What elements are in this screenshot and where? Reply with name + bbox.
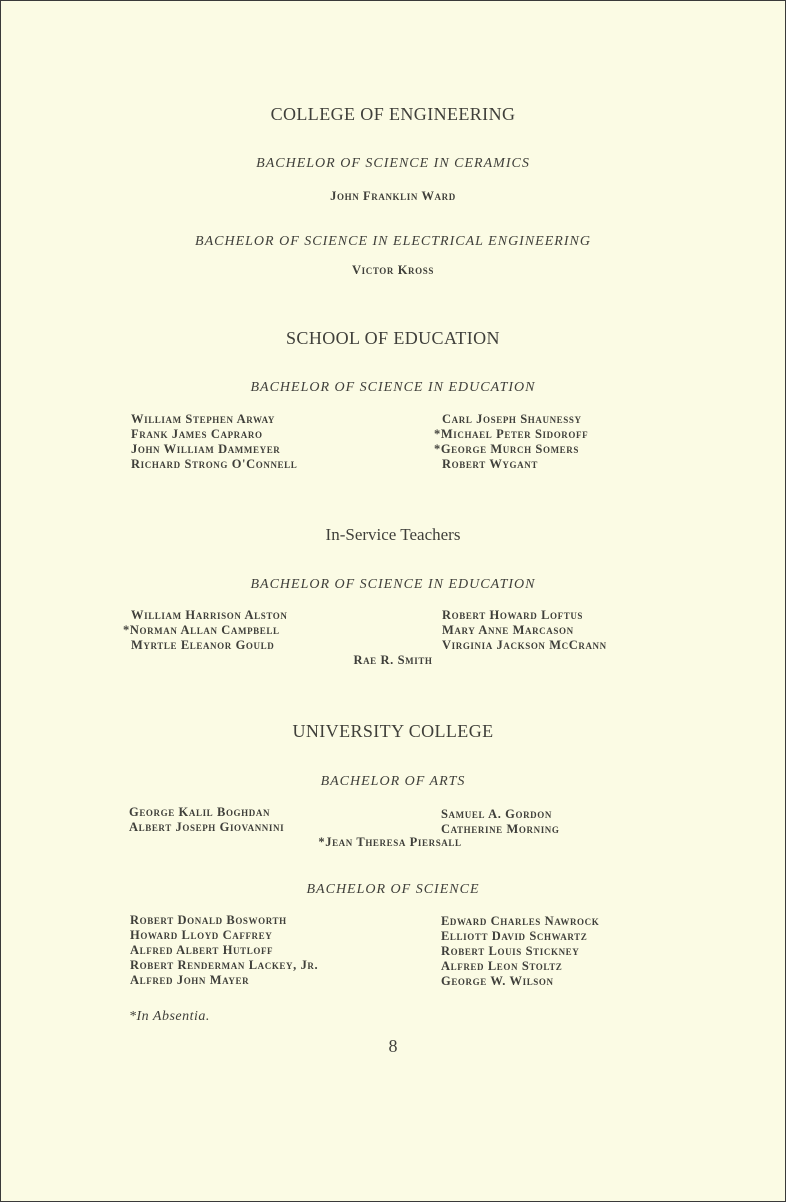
- page-number: 8: [388, 1036, 398, 1056]
- university-heading: UNIVERSITY COLLEGE: [292, 721, 494, 741]
- engineering-heading: COLLEGE OF ENGINEERING: [270, 104, 516, 124]
- graduate-name: John William Dammeyer: [131, 442, 281, 456]
- inservice-center-name: Rae R. Smith: [353, 653, 433, 667]
- graduate-name: Elliott David Schwartz: [441, 929, 588, 943]
- graduate-name: William Stephen Arway: [131, 412, 276, 426]
- graduate-name: Samuel A. Gordon: [441, 807, 552, 821]
- education-heading: SCHOOL OF EDUCATION: [286, 328, 500, 348]
- graduate-name: Carl Joseph Shaunessy: [442, 412, 582, 426]
- graduate-name: Virginia Jackson McCrann: [442, 638, 607, 652]
- graduate-name: Robert Howard Loftus: [442, 608, 584, 622]
- science-right-column: [441, 914, 599, 989]
- graduate-name: Robert Louis Stickney: [441, 944, 580, 958]
- education-right-column: [434, 412, 588, 472]
- graduate-name: Alfred Leon Stoltz: [441, 959, 563, 973]
- graduate-name: George W. Wilson: [441, 974, 554, 988]
- graduate-name: *George Murch Somers: [434, 442, 579, 456]
- graduate-name: Frank James Capraro: [131, 427, 263, 441]
- graduate-name: George Kalil Boghdan: [129, 805, 271, 819]
- ceramics-degree-heading: BACHELOR OF SCIENCE IN CERAMICS: [256, 156, 530, 171]
- graduate-name: Mary Anne Marcason: [442, 623, 574, 637]
- arts-center-name: *Jean Theresa Piersall: [318, 835, 462, 849]
- inservice-degree-heading: BACHELOR OF SCIENCE IN EDUCATION: [250, 577, 536, 592]
- ee-graduate: Victor Kross: [352, 263, 434, 277]
- graduate-name: Alfred Albert Hutloff: [130, 943, 274, 957]
- inservice-right-column: [442, 608, 607, 653]
- arts-left-column: [129, 805, 284, 835]
- graduate-name: Robert Wygant: [442, 457, 538, 471]
- graduate-name: Edward Charles Nawrock: [441, 914, 600, 928]
- graduate-name: Richard Strong O'Connell: [131, 457, 298, 471]
- graduate-name: *Michael Peter Sidoroff: [434, 427, 589, 441]
- arts-degree-heading: BACHELOR OF ARTS: [320, 774, 466, 789]
- education-degree-heading: BACHELOR OF SCIENCE IN EDUCATION: [250, 380, 536, 395]
- graduate-name: Howard Lloyd Caffrey: [130, 928, 273, 942]
- graduate-name: Robert Renderman Lackey, Jr.: [130, 958, 319, 972]
- inservice-heading: In-Service Teachers: [325, 525, 461, 544]
- graduate-name: *Norman Allan Campbell: [123, 623, 280, 637]
- graduate-name: William Harrison Alston: [131, 608, 288, 622]
- arts-right-column: [441, 807, 560, 837]
- inservice-left-column: [123, 608, 287, 653]
- graduate-name: Robert Donald Bosworth: [130, 913, 287, 927]
- science-degree-heading: BACHELOR OF SCIENCE: [306, 882, 480, 897]
- graduate-name: Catherine Morning: [441, 822, 560, 836]
- graduate-name: Albert Joseph Giovannini: [129, 820, 285, 834]
- ceramics-graduate: John Franklin Ward: [330, 189, 456, 203]
- graduate-name: Myrtle Eleanor Gould: [131, 638, 275, 652]
- education-left-column: [131, 412, 297, 472]
- science-left-column: [130, 913, 318, 988]
- graduate-name: Alfred John Mayer: [130, 973, 250, 987]
- absentia-footnote: *In Absentia.: [129, 1009, 210, 1024]
- ee-degree-heading: BACHELOR OF SCIENCE IN ELECTRICAL ENGINEERING: [195, 234, 591, 249]
